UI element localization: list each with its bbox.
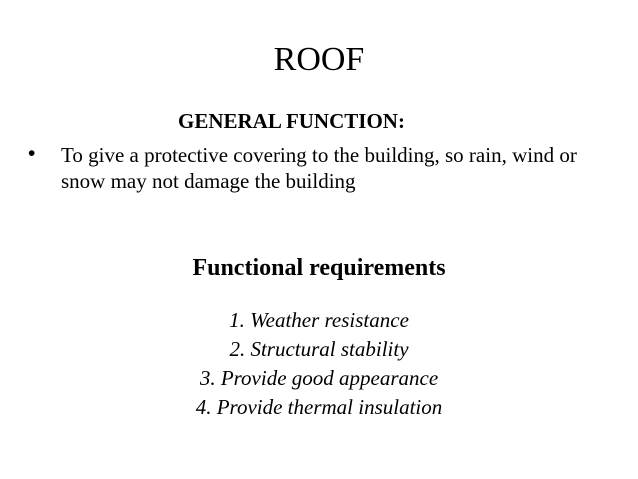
requirement-item: 2. Structural stability <box>229 337 409 361</box>
requirement-item: 1. Weather resistance <box>229 308 409 332</box>
general-function-heading: GENERAL FUNCTION: <box>178 109 405 133</box>
requirements-list <box>0 306 638 422</box>
bullet-icon: • <box>28 142 36 165</box>
requirement-item: 4. Provide thermal insulation <box>195 395 443 419</box>
bullet-text: To give a protective covering to the building, so rain, wind or snow may not damage the building <box>61 143 577 193</box>
functional-requirements-heading: Functional requirements <box>192 255 446 281</box>
requirement-item: 3. Provide good appearance <box>199 366 439 390</box>
slide-title: ROOF <box>273 41 365 78</box>
bullet-item <box>28 142 618 194</box>
